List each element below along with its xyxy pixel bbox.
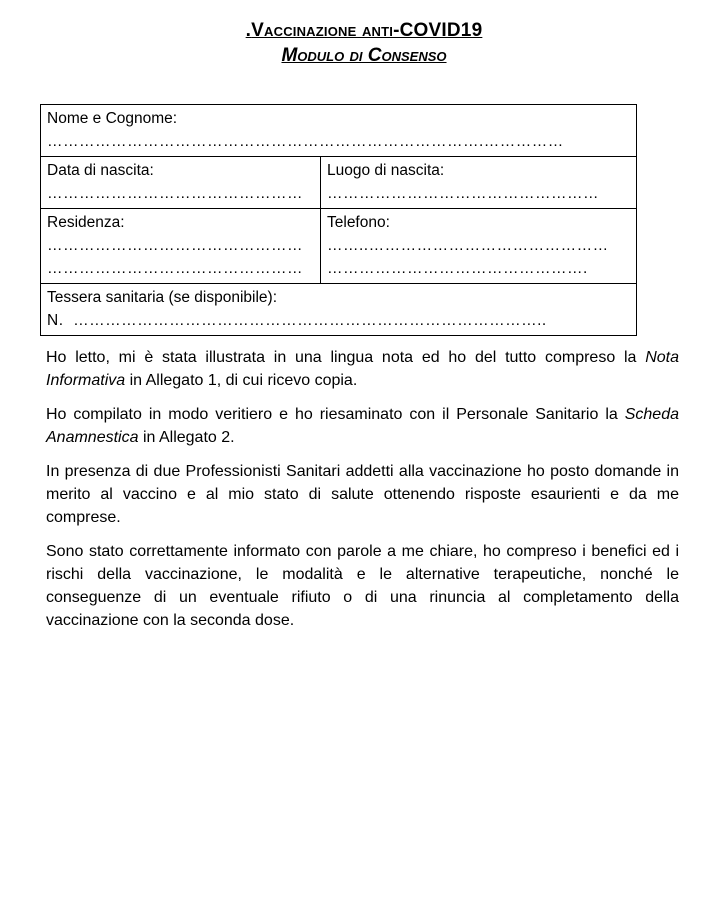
title-prefix: . [245,20,252,41]
health-card-prefix: N. [47,312,64,329]
name-label: Nome e Cognome: [47,110,178,127]
health-card-dots: …………………………………………………………………………….. [73,312,547,329]
phone-label: Telefono: [327,214,390,231]
phone-field[interactable] [321,209,637,284]
p2-text-b: in Allegato 2. [138,429,235,446]
paragraph-scheda-anamnestica [46,403,679,449]
personal-data-form [40,104,637,336]
p1-text-a: Ho letto, mi è stata illustrata in una lingua nota ed ho del tutto compreso la [46,349,646,366]
health-card-line [47,309,630,332]
birth-date-field[interactable] [41,157,321,209]
residence-field[interactable] [41,209,321,284]
p1-emphasis: Nota Informativa [46,349,679,389]
paragraph-nota-informativa [46,346,679,392]
birth-place-label: Luogo di nascita: [327,162,445,179]
p1-text-b: in Allegato 1, di cui ricevo copia. [125,372,358,389]
birth-place-field[interactable] [321,157,637,209]
title-line-1: Vaccinazione anti-COVID19 [251,20,483,41]
p2-emphasis: Scheda Anamnestica [46,406,679,446]
birth-date-dots: ………………………………………… [47,185,303,202]
document-header [0,18,728,68]
residence-label: Residenza: [47,214,125,231]
health-card-field[interactable] [41,284,637,336]
birth-place-dots: …………………………………………… [327,185,599,202]
residence-dots-1: ………………………………………… [47,237,303,254]
name-field[interactable] [41,105,637,157]
birth-date-label: Data di nascita: [47,162,154,179]
name-dots: ……………………………………………………………………….…………… [47,133,564,150]
health-card-label: Tessera sanitaria (se disponibile): [47,289,278,306]
paragraph-professionisti: In presenza di due Professionisti Sanitari addetti alla vaccinazione ho posto domande in merito al vaccino e al mio stato di salute ottenendo risposte esaurienti e da me comprese. [46,463,679,526]
phone-dots-1: ……..……………………………………… [327,237,609,254]
residence-dots-2: ………………………………………… [47,260,303,277]
phone-dots-2: …………………………………………. [327,260,588,277]
paragraph-informato: Sono stato correttamente informato con parole a me chiare, ho compreso i benefici ed i rischi della vaccinazione, le modalità e le alternative terapeutiche, nonché le conseguenze di un eventuale rifiuto o di una rinuncia al completamento della vaccinazione con la seconda dose. [46,543,679,629]
consent-text [46,346,679,643]
document-subtitle: Modulo di Consenso [281,45,447,66]
p2-text-a: Ho compilato in modo veritiero e ho riesaminato con il Personale Sanitario la [46,406,625,423]
document-title [0,18,728,43]
